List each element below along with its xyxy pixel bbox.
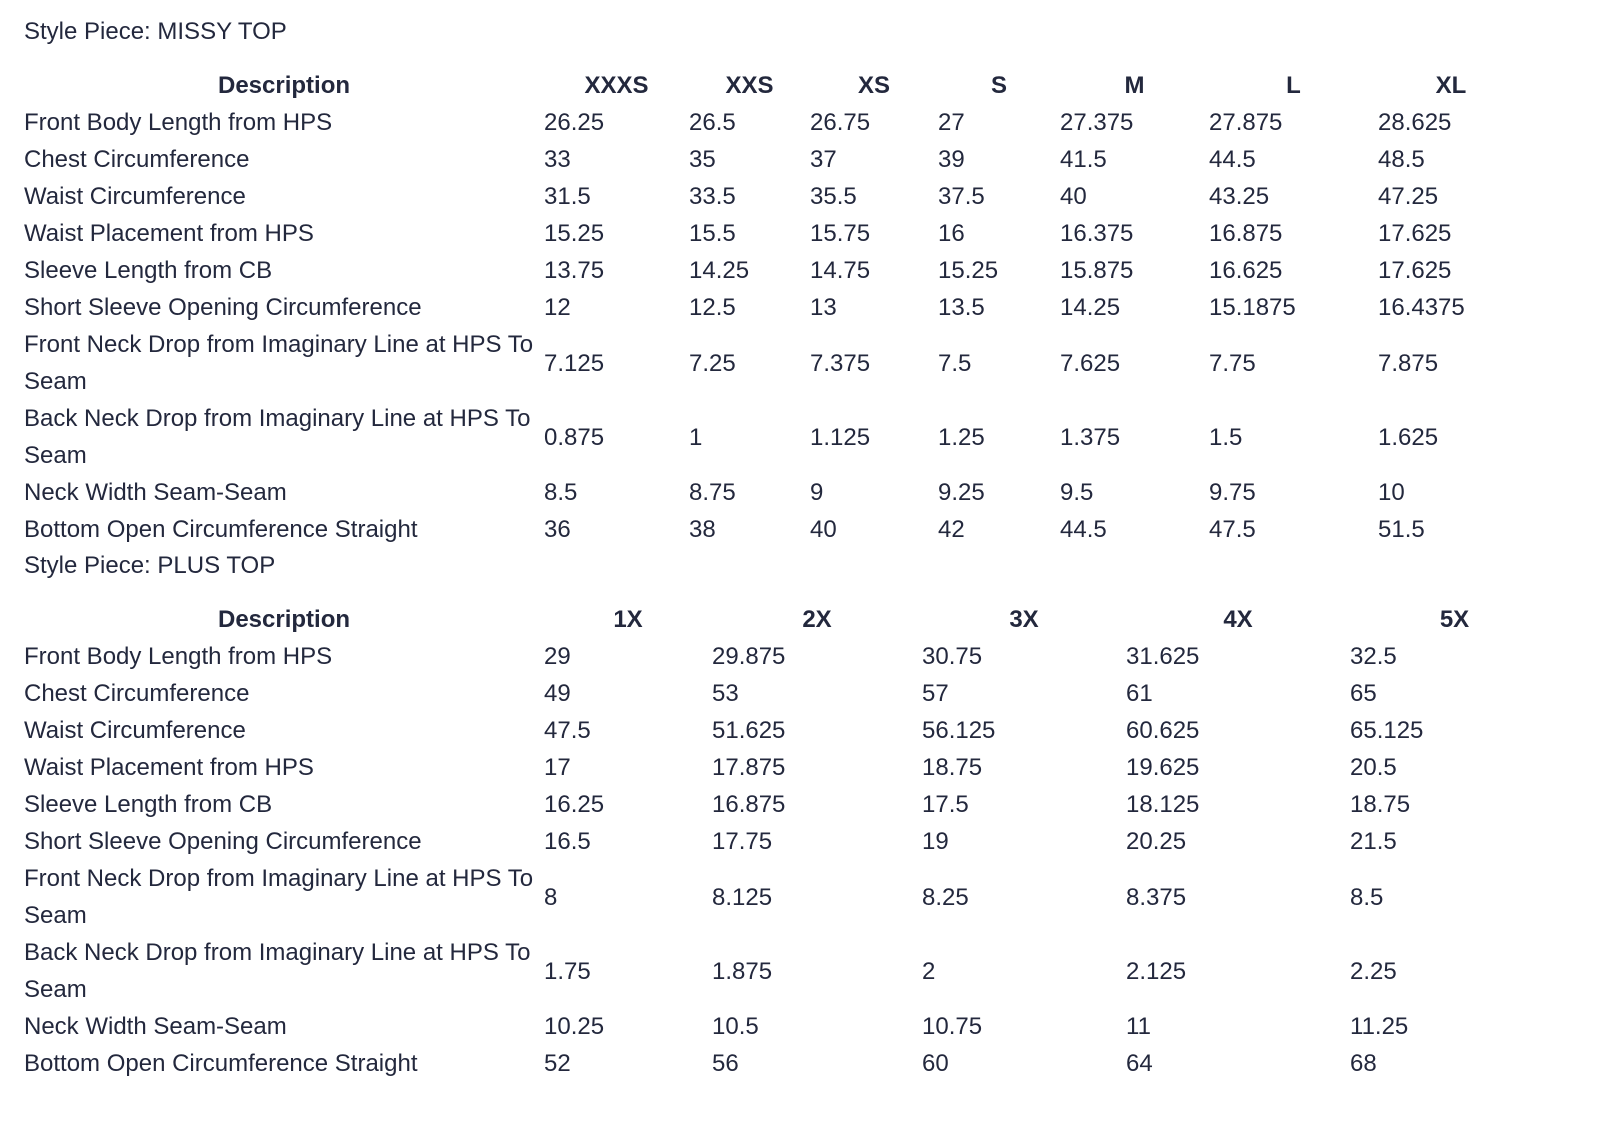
measurement-value: 15.75 <box>810 220 871 247</box>
measurement-value: 56.125 <box>922 717 996 744</box>
measurement-value: 40 <box>1060 183 1087 210</box>
measurement-value: 2.125 <box>1126 957 1187 985</box>
measurement-value: 51.625 <box>712 717 786 744</box>
measurement-value: 7.125 <box>544 349 605 377</box>
measurement-value: 17.875 <box>712 754 786 781</box>
measurement-value: 68 <box>1350 1050 1377 1077</box>
size-header: 4X <box>1223 606 1253 633</box>
missy-top-section <box>24 14 1584 548</box>
measurement-value: 56 <box>712 1050 739 1077</box>
measurement-value: 17.625 <box>1378 220 1452 247</box>
measurement-label: Front Body Length from HPS <box>24 109 333 136</box>
table-row <box>24 860 1559 934</box>
measurement-value: 1.125 <box>810 423 871 451</box>
measurement-value: 44.5 <box>1060 516 1107 543</box>
measurement-value: 48.5 <box>1378 146 1425 173</box>
measurement-value: 7.625 <box>1060 349 1121 377</box>
table-row <box>24 511 1524 548</box>
measurement-value: 17 <box>544 754 571 781</box>
plus-top-section <box>24 548 1584 1082</box>
table-row <box>24 178 1524 215</box>
measurement-value: 15.875 <box>1060 257 1134 284</box>
measurement-label: Short Sleeve Opening Circumference <box>24 294 422 321</box>
measurement-value: 16 <box>938 220 965 247</box>
header-row <box>24 66 1524 104</box>
measurement-value: 18.75 <box>922 754 983 781</box>
measurement-value: 15.1875 <box>1209 294 1296 321</box>
measurement-value: 1.5 <box>1209 423 1243 451</box>
measurement-value: 17.625 <box>1378 257 1452 284</box>
size-header: XS <box>857 72 890 99</box>
measurement-label: Front Neck Drop from Imaginary Line at HPS To Seam <box>24 865 534 929</box>
measurement-label: Waist Circumference <box>24 717 246 744</box>
measurement-value: 7.75 <box>1209 349 1256 377</box>
measurement-value: 64 <box>1126 1050 1153 1077</box>
size-header: 5X <box>1439 606 1470 633</box>
measurement-value: 29 <box>544 643 571 670</box>
measurement-value: 30.75 <box>922 643 983 670</box>
header-row <box>24 600 1559 638</box>
measurement-value: 39 <box>938 146 965 173</box>
measurement-value: 28.625 <box>1378 109 1452 136</box>
measurement-value: 1.625 <box>1378 423 1439 451</box>
size-header: XXXS <box>584 72 649 99</box>
table-row <box>24 675 1559 712</box>
measurement-value: 9.75 <box>1209 479 1256 506</box>
measurement-value: 8.375 <box>1126 883 1187 911</box>
measurement-value: 0.875 <box>544 423 605 451</box>
measurement-value: 13.5 <box>938 294 985 321</box>
measurement-value: 27.375 <box>1060 109 1134 136</box>
size-header: XL <box>1435 72 1467 99</box>
measurement-value: 17.75 <box>712 828 773 855</box>
measurement-value: 2.25 <box>1350 957 1397 985</box>
table-row <box>24 104 1524 141</box>
measurement-value: 8.5 <box>544 479 578 506</box>
measurement-value: 7.375 <box>810 349 871 377</box>
measurement-value: 52 <box>544 1050 571 1077</box>
table-row <box>24 252 1524 289</box>
measurement-value: 16.625 <box>1209 257 1283 284</box>
measurement-value: 47.5 <box>1209 516 1256 543</box>
measurement-value: 26.25 <box>544 109 605 136</box>
measurement-value: 16.375 <box>1060 220 1134 247</box>
measurement-value: 20.25 <box>1126 828 1187 855</box>
measurement-label: Neck Width Seam-Seam <box>24 1013 287 1040</box>
measurement-value: 21.5 <box>1350 828 1397 855</box>
measurement-label: Waist Circumference <box>24 183 246 210</box>
measurement-value: 19.625 <box>1126 754 1200 781</box>
measurement-value: 7.875 <box>1378 349 1439 377</box>
measurement-value: 37 <box>810 146 837 173</box>
table-row <box>24 1008 1559 1045</box>
measurement-label: Chest Circumference <box>24 146 250 173</box>
measurement-value: 14.25 <box>1060 294 1121 321</box>
size-header: XXS <box>725 72 774 99</box>
size-header: 1X <box>613 606 643 633</box>
measurement-value: 9 <box>810 479 824 506</box>
measurement-value: 35.5 <box>810 183 857 210</box>
measurement-value: 42 <box>938 516 965 543</box>
measurement-value: 26.5 <box>689 109 736 136</box>
table-row <box>24 141 1524 178</box>
measurement-value: 13.75 <box>544 257 605 284</box>
table-row <box>24 400 1524 474</box>
measurement-value: 47.5 <box>544 717 591 744</box>
measurement-value: 43.25 <box>1209 183 1270 210</box>
measurement-value: 9.25 <box>938 479 985 506</box>
measurement-value: 44.5 <box>1209 146 1256 173</box>
measurement-value: 65.125 <box>1350 717 1424 744</box>
table-row <box>24 823 1559 860</box>
measurement-value: 29.875 <box>712 643 786 670</box>
measurement-value: 8.125 <box>712 883 773 911</box>
measurement-value: 8.75 <box>689 479 736 506</box>
measurement-value: 18.125 <box>1126 791 1200 818</box>
measurement-value: 47.25 <box>1378 183 1439 210</box>
measurement-label: Sleeve Length from CB <box>24 791 273 818</box>
measurement-value: 15.25 <box>938 257 999 284</box>
spec-sheet <box>24 14 1584 1082</box>
size-header: M <box>1124 72 1145 99</box>
measurement-value: 61 <box>1126 680 1153 707</box>
measurement-value: 2 <box>922 957 936 985</box>
description-header: Description <box>217 606 351 633</box>
measurement-value: 33.5 <box>689 183 736 210</box>
section-title: Style Piece: PLUS TOP <box>24 552 276 579</box>
measurement-value: 7.25 <box>689 349 736 377</box>
measurement-value: 10.75 <box>922 1013 983 1040</box>
table-row <box>24 749 1559 786</box>
measurement-value: 40 <box>810 516 837 543</box>
measurement-value: 1.375 <box>1060 423 1121 451</box>
measurement-value: 7.5 <box>938 349 972 377</box>
measurement-value: 1.875 <box>712 957 773 985</box>
table-row <box>24 712 1559 749</box>
measurement-value: 1.25 <box>938 423 985 451</box>
measurement-value: 31.625 <box>1126 643 1200 670</box>
measurement-label: Sleeve Length from CB <box>24 257 273 284</box>
table-row <box>24 638 1559 675</box>
section-title: Style Piece: MISSY TOP <box>24 18 287 45</box>
measurement-value: 15.25 <box>544 220 605 247</box>
measurement-label: Short Sleeve Opening Circumference <box>24 828 422 855</box>
size-header: L <box>1286 72 1301 99</box>
measurement-value: 35 <box>689 146 716 173</box>
table-row <box>24 934 1559 1008</box>
measurement-value: 51.5 <box>1378 516 1425 543</box>
missy-size-table <box>24 66 1524 548</box>
measurement-value: 37.5 <box>938 183 985 210</box>
size-header: S <box>990 72 1007 99</box>
measurement-value: 57 <box>922 680 949 707</box>
measurement-value: 60.625 <box>1126 717 1200 744</box>
measurement-value: 65 <box>1350 680 1377 707</box>
measurement-value: 26.75 <box>810 109 871 136</box>
measurement-value: 15.5 <box>689 220 736 247</box>
measurement-label: Waist Placement from HPS <box>24 754 314 781</box>
measurement-value: 16.4375 <box>1378 294 1465 321</box>
measurement-value: 31.5 <box>544 183 591 210</box>
table-row <box>24 215 1524 252</box>
measurement-value: 11 <box>1126 1013 1151 1040</box>
measurement-value: 10.5 <box>712 1013 759 1040</box>
table-row <box>24 326 1524 400</box>
measurement-value: 1 <box>689 423 703 451</box>
measurement-label: Front Body Length from HPS <box>24 643 333 670</box>
measurement-value: 60 <box>922 1050 949 1077</box>
measurement-value: 27.875 <box>1209 109 1283 136</box>
measurement-value: 33 <box>544 146 571 173</box>
measurement-label: Waist Placement from HPS <box>24 220 314 247</box>
measurement-value: 12 <box>544 294 571 321</box>
measurement-value: 38 <box>689 516 716 543</box>
measurement-value: 10.25 <box>544 1013 605 1040</box>
size-header: 2X <box>802 606 832 633</box>
table-row <box>24 1045 1559 1082</box>
measurement-value: 36 <box>544 516 571 543</box>
measurement-label: Bottom Open Circumference Straight <box>24 516 418 543</box>
measurement-value: 18.75 <box>1350 791 1411 818</box>
measurement-value: 16.5 <box>544 828 591 855</box>
measurement-value: 14.25 <box>689 257 750 284</box>
measurement-value: 19 <box>922 828 949 855</box>
measurement-value: 16.875 <box>712 791 786 818</box>
measurement-value: 1.75 <box>544 957 591 985</box>
table-row <box>24 786 1559 823</box>
measurement-value: 9.5 <box>1060 479 1094 506</box>
table-row <box>24 289 1524 326</box>
measurement-value: 11.25 <box>1350 1013 1409 1040</box>
size-header: 3X <box>1009 606 1039 633</box>
measurement-value: 32.5 <box>1350 643 1397 670</box>
measurement-value: 12.5 <box>689 294 736 321</box>
measurement-value: 8.25 <box>922 883 969 911</box>
measurement-value: 41.5 <box>1060 146 1107 173</box>
measurement-value: 8.5 <box>1350 883 1384 911</box>
measurement-value: 13 <box>810 294 837 321</box>
measurement-label: Front Neck Drop from Imaginary Line at HPS To Seam <box>24 331 534 395</box>
measurement-value: 53 <box>712 680 739 707</box>
measurement-value: 8 <box>544 883 558 911</box>
measurement-value: 49 <box>544 680 571 707</box>
measurement-value: 27 <box>938 109 965 136</box>
measurement-label: Back Neck Drop from Imaginary Line at HPS To Seam <box>24 405 531 469</box>
measurement-value: 17.5 <box>922 791 969 818</box>
description-header: Description <box>217 72 351 99</box>
measurement-value: 16.25 <box>544 791 605 818</box>
measurement-label: Chest Circumference <box>24 680 250 707</box>
measurement-value: 20.5 <box>1350 754 1397 781</box>
measurement-value: 16.875 <box>1209 220 1283 247</box>
measurement-value: 10 <box>1378 479 1405 506</box>
measurement-label: Neck Width Seam-Seam <box>24 479 287 506</box>
measurement-label: Bottom Open Circumference Straight <box>24 1050 418 1077</box>
plus-size-table <box>24 600 1559 1082</box>
measurement-value: 14.75 <box>810 257 871 284</box>
table-row <box>24 474 1524 511</box>
measurement-label: Back Neck Drop from Imaginary Line at HPS To Seam <box>24 939 531 1003</box>
